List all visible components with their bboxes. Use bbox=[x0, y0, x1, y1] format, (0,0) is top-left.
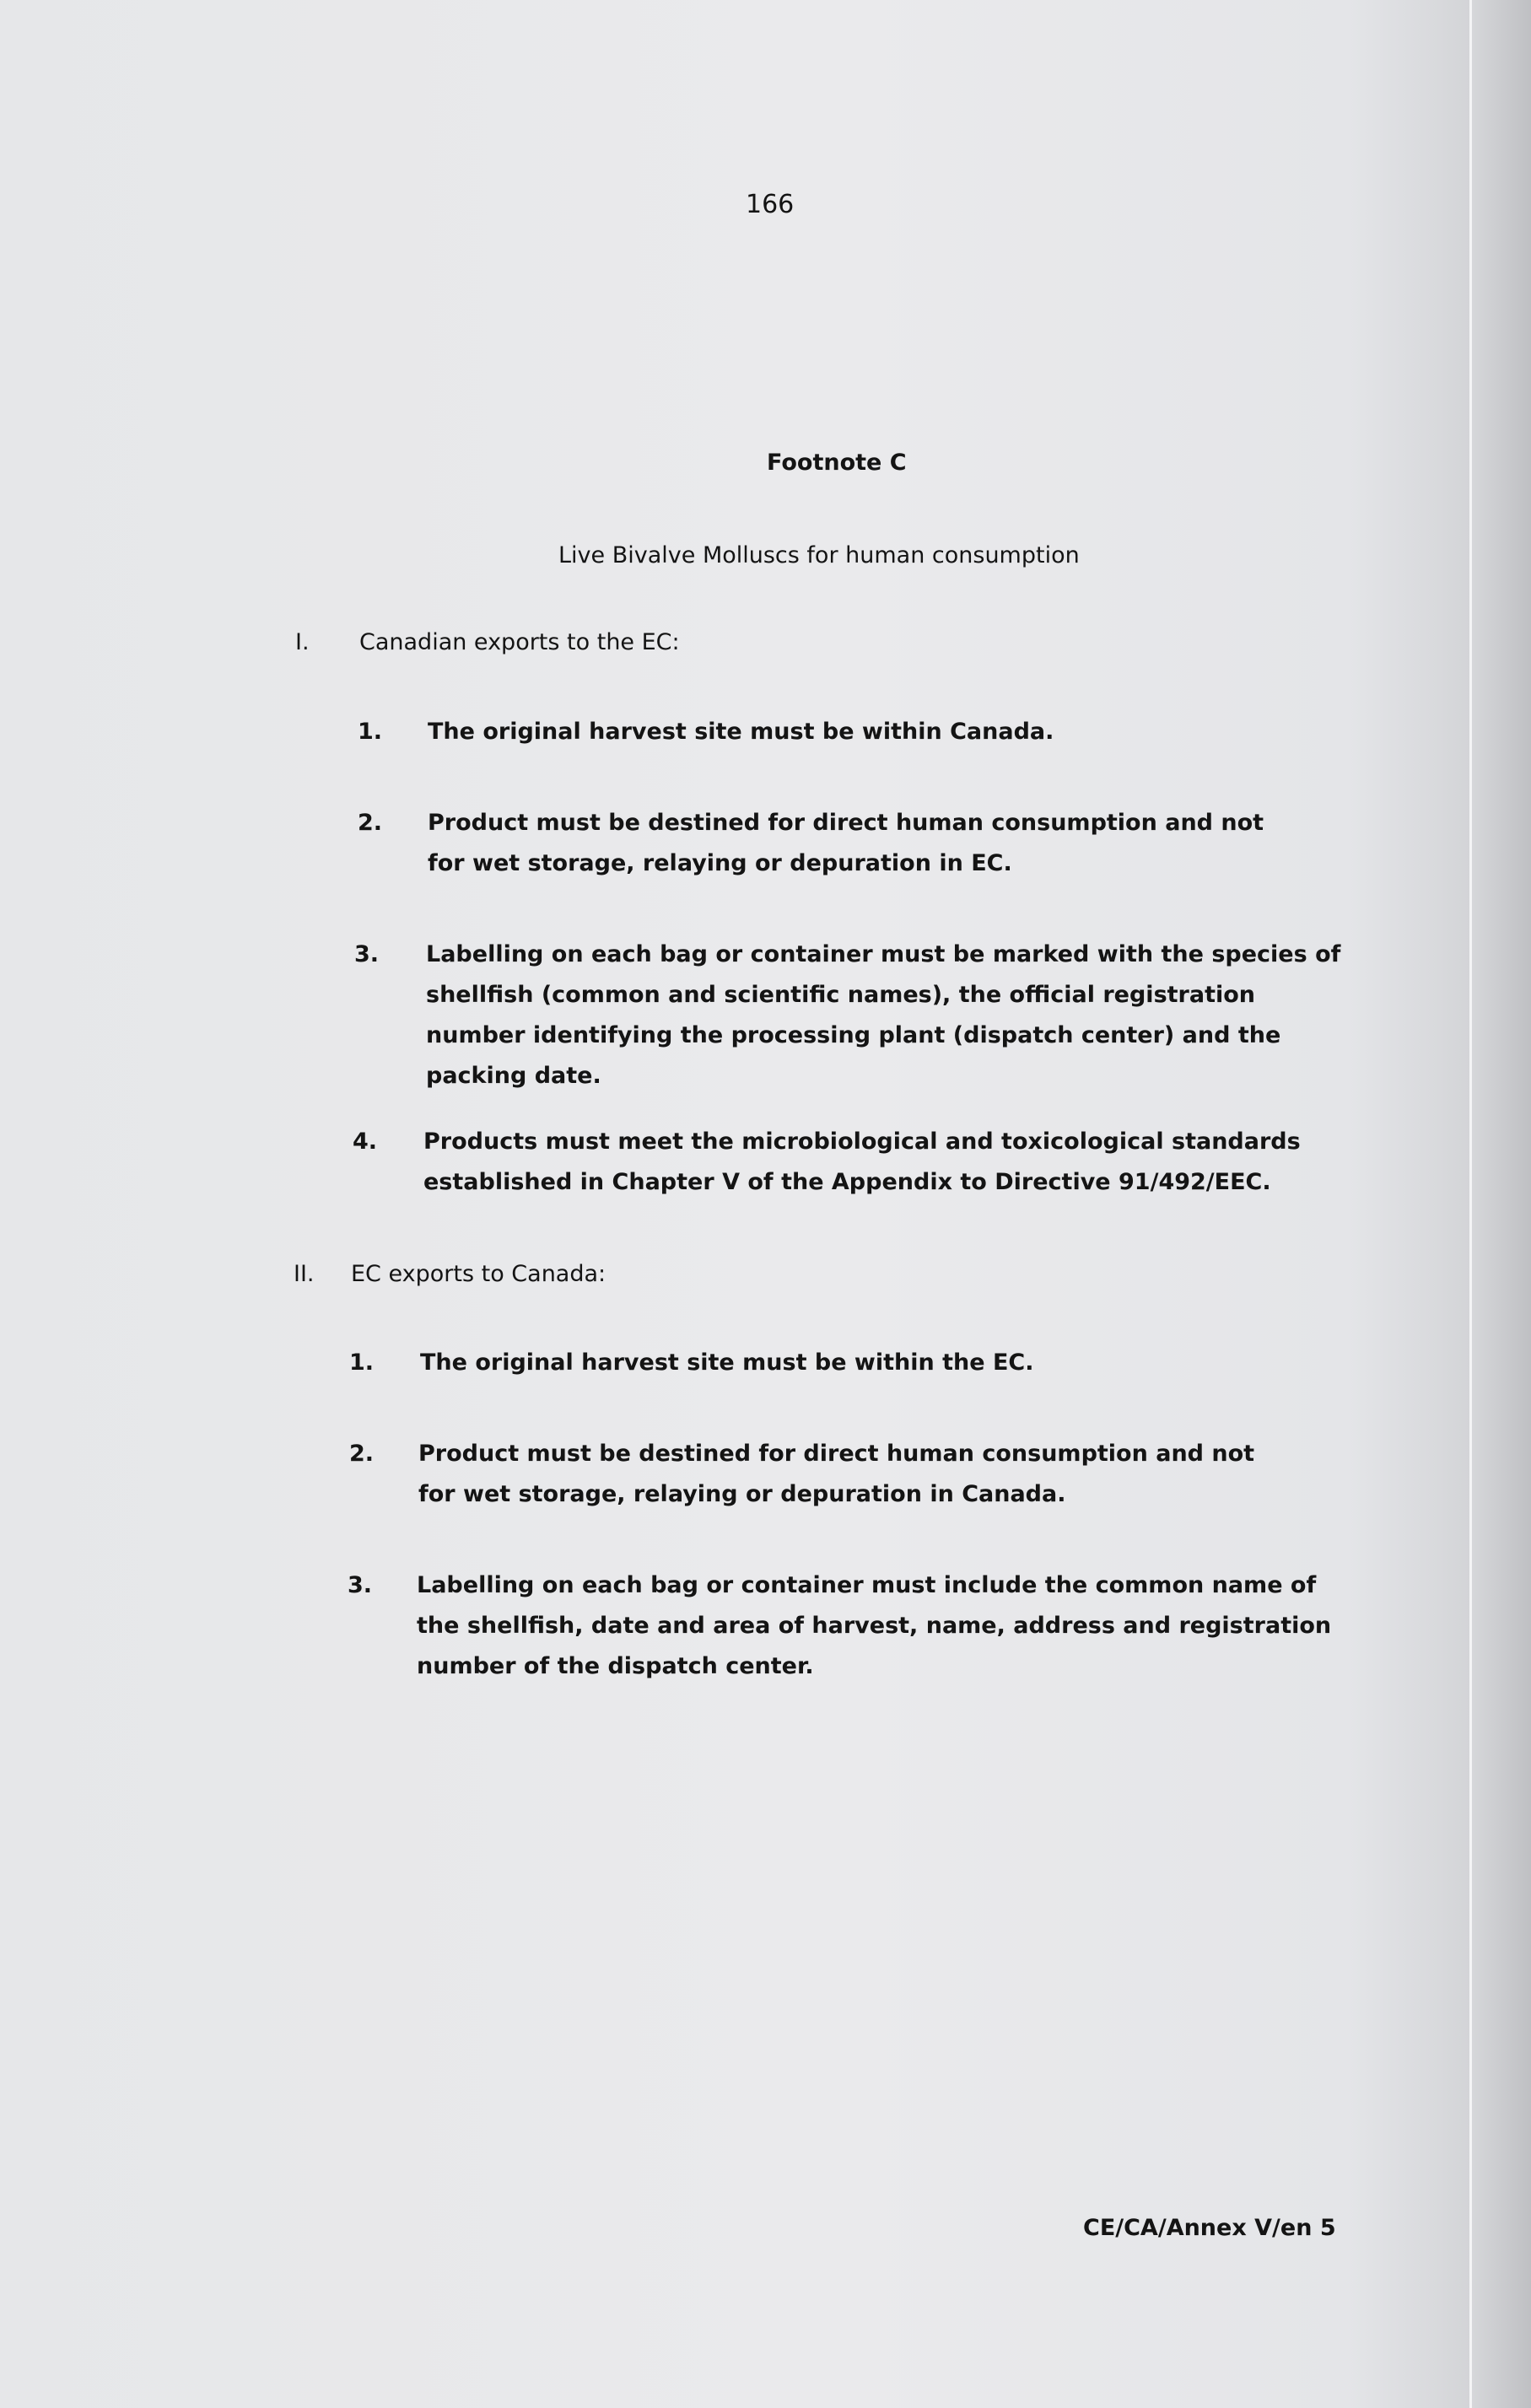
section-2-item-3-number: 3. bbox=[348, 1572, 373, 1598]
section-1-item-4-number: 4. bbox=[353, 1129, 378, 1155]
section-1-item-1-number: 1. bbox=[358, 719, 383, 745]
footnote-heading: Footnote C bbox=[767, 450, 907, 476]
section-2-title: EC exports to Canada: bbox=[351, 1261, 606, 1287]
section-1-item-2-number: 2. bbox=[358, 810, 383, 836]
section-1-item-3-number: 3. bbox=[354, 941, 380, 967]
section-1-item-2-text: Product must be destined for direct human consumption and not for wet storage, relaying or depuration in EC. bbox=[428, 810, 1264, 876]
section-2-item-2-text: Product must be destined for direct human consumption and not for wet storage, relaying or depuration in Canada. bbox=[418, 1441, 1255, 1507]
section-2-item-2-number: 2. bbox=[349, 1441, 375, 1467]
section-2-item-3-text: Labelling on each bag or container must include the common name of the shellfish, date and area of harvest, name, address and registration number of the dispatch center. bbox=[417, 1572, 1332, 1679]
page-number: 166 bbox=[746, 190, 795, 219]
section-2-item-1-number: 1. bbox=[349, 1349, 375, 1376]
section-1-item-1-text: The original harvest site must be within Canada. bbox=[428, 719, 1054, 745]
document-reference: CE/CA/Annex V/en 5 bbox=[1083, 2215, 1336, 2241]
section-2-numeral: II. bbox=[294, 1261, 315, 1287]
section-2-item-1-text: The original harvest site must be within the EC. bbox=[420, 1349, 1034, 1376]
footnote-subheading: Live Bivalve Molluscs for human consumption bbox=[558, 542, 1080, 568]
section-1-item-4-text: Products must meet the microbiological and toxicological standards established in Chapter V of the Appendix to Directive 91/492/EEC. bbox=[423, 1129, 1301, 1195]
section-1-title: Canadian exports to the EC: bbox=[359, 629, 680, 655]
page-edge-shadow bbox=[1469, 0, 1531, 2408]
section-1-item-3-text: Labelling on each bag or container must be marked with the species of shellfish (common and scientific names), the official registration number identifying the processing plant (dispatch center) and the packing date. bbox=[426, 941, 1341, 1089]
section-1-numeral: I. bbox=[295, 629, 310, 655]
